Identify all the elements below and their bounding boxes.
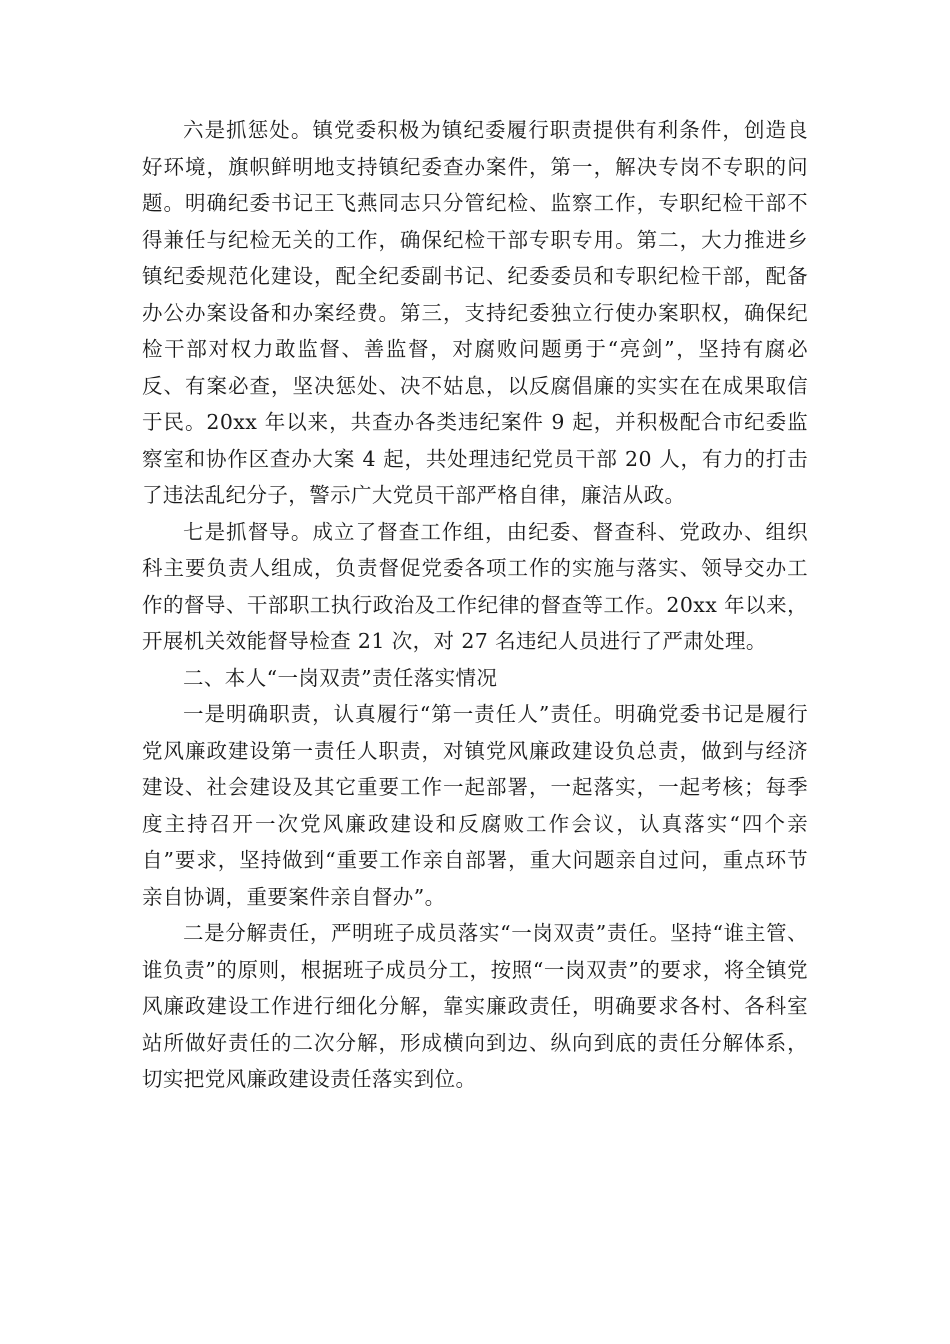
- section-heading-responsibility: 二、本人“一岗双责”责任落实情况: [183, 665, 498, 690]
- paragraph-first-responsibility: 一是明确职责，认真履行“第一责任人”责任。明确党委书记是履行党风廉政建设第一责任人职责，对镇党风廉政建设负总责，做到与经济建设、社会建设及其它重要工作一起部署，一起落实，一起考核；每季度主持召开一次党风廉政建设和反腐败工作会议，认真落实“四个亲自”要求，坚持做到“重要工作亲自部署，重大问题亲自过问，重点环节亲自协调，重要案件亲自督办”。: [142, 702, 808, 909]
- paragraph-punishment: 六是抓惩处。镇党委积极为镇纪委履行职责提供有利条件，创造良好环境，旗帜鲜明地支持镇纪委查办案件，第一，解决专岗不专职的问题。明确纪委书记王飞燕同志只分管纪检、监察工作，专职纪检干部不得兼任与纪检无关的工作，确保纪检干部专职专用。第二，大力推进乡镇纪委规范化建设，配全纪委副书记、纪委委员和专职纪检干部，配备办公办案设备和办案经费。第三，支持纪委独立行使办案职权，确保纪检干部对权力敢监督、善监督，对腐败问题勇于“亮剑”，坚持有腐必反、有案必查，坚决惩处、决不姑息，以反腐倡廉的实实在在成果取信于民。20xx 年以来，共查办各类违纪案件 9 起，并积极配合市纪委监察室和协作区查办大案 4 起，共处理违纪党员干部 20 人，有力的打击了违法乱纪分子，警示广大党员干部严格自律，廉洁从政。: [142, 118, 808, 507]
- paragraph-supervision: 七是抓督导。成立了督查工作组，由纪委、督查科、党政办、组织科主要负责人组成，负责督促党委各项工作的实施与落实、领导交办工作的督导、干部职工执行政治及工作纪律的督查等工作。20xx 年以来，开展机关效能督导检查 21 次，对 27 名违纪人员进行了严肃处理。: [142, 519, 808, 653]
- paragraph-decompose-responsibility: 二是分解责任，严明班子成员落实“一岗双责”责任。坚持“谁主管、谁负责”的原则，根据班子成员分工，按照“一岗双责”的要求，将全镇党风廉政建设工作进行细化分解，靠实廉政责任，明确要求各村、各科室站所做好责任的二次分解，形成横向到边、纵向到底的责任分解体系，切实把党风廉政建设责任落实到位。: [142, 921, 808, 1091]
- document-body: [142, 112, 808, 1098]
